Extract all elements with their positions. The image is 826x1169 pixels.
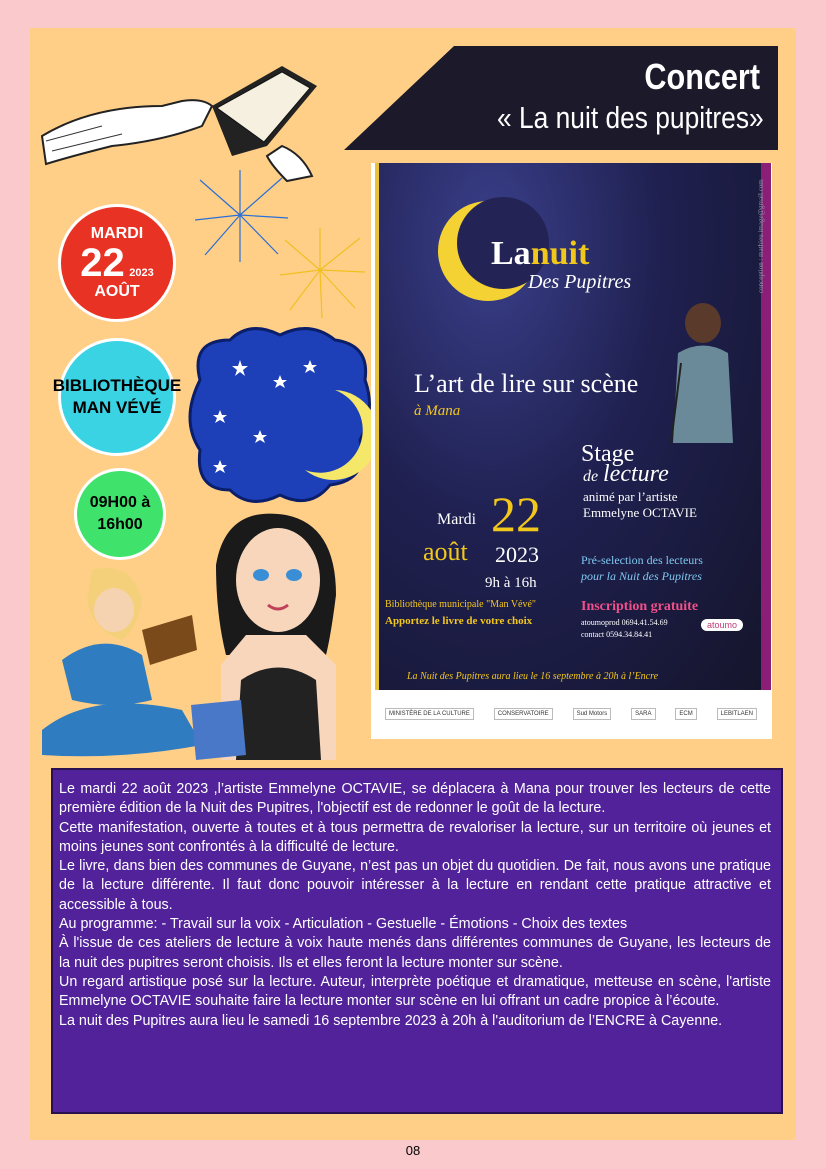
poster-atoumo-logo: atoumo bbox=[701, 619, 743, 631]
sponsor-logo: LEBITLAEN bbox=[717, 708, 757, 720]
date-badge bbox=[58, 204, 176, 322]
paragraph: Un regard artistique posé sur la lecture. Auteur, interprète poétique et dramatique, metteuse en scène, l'artiste Emmelyne OCTAVIE souhaite faire la lecture monter sur scène en lui offrant un cadre propice à l’écoute. bbox=[59, 973, 771, 1010]
date-weekday: MARDI bbox=[90, 225, 144, 242]
poster-footer: La Nuit des Pupitres aura lieu le 16 septembre à 20h à l’Encre bbox=[407, 671, 659, 682]
place-line2: MAN VÉVÉ bbox=[72, 398, 162, 417]
time-line2: 16h00 bbox=[97, 516, 143, 533]
poster-lecture: lecture bbox=[603, 461, 669, 487]
paragraph: À l'issue de ces ateliers de lecture à voix haute menés dans différentes communes de Guyane, les lecteurs de la nuit des pupitres seront choisis. Ils et elles feront la lecture monter sur scène. bbox=[59, 935, 771, 971]
poster-hours: 9h à 16h bbox=[485, 575, 537, 591]
title-banner bbox=[344, 46, 778, 150]
paragraph: La nuit des Pupitres aura lieu le samedi 16 septembre 2023 à 20h à l'auditorium de l’ENCRE à Cayenne. bbox=[59, 1012, 723, 1029]
poster-headline: L’art de lire sur scène bbox=[414, 369, 639, 398]
poster-inscription: Inscription gratuite bbox=[581, 599, 699, 614]
girl-with-books-illustration bbox=[186, 505, 376, 760]
paragraph: Le mardi 22 août 2023 ,l’artiste Emmelyne OCTAVIE, se déplacera à Mana pour trouver les lecteurs de cette première édition de la Nuit des Pupitres, l'objectif est de redonner le goût de la lecture. bbox=[59, 781, 771, 817]
event-poster bbox=[371, 163, 772, 739]
place-line1: BIBLIOTHÈQUE bbox=[52, 376, 182, 395]
sponsor-logo: MINISTÈRE DE LA CULTURE bbox=[385, 708, 474, 720]
paragraph: Au programme: - Travail sur la voix - Articulation - Gestuelle - Émotions - Choix des textes bbox=[59, 916, 628, 933]
sponsor-logo: CONSERVATOIRE bbox=[494, 708, 553, 720]
banner-title: Concert bbox=[644, 56, 760, 97]
paragraph: Cette manifestation, ouverte à toutes et à tous permettra de revaloriser la lecture, sur un territoire où jeunes et moins jeunes sont confrontés à la difficulté de lecture. bbox=[59, 819, 771, 855]
poster-de: de bbox=[583, 468, 599, 485]
sponsor-logo: SARA bbox=[631, 708, 655, 720]
time-line1: 09H00 à bbox=[89, 494, 151, 511]
poster-place: à Mana bbox=[414, 403, 461, 419]
sponsor-logos bbox=[375, 693, 767, 735]
poster-day: 22 bbox=[491, 486, 541, 542]
poster-bring: Apportez le livre de votre choix bbox=[385, 615, 533, 627]
poster-logo-des: Des Pupitres bbox=[528, 271, 632, 293]
page-number: 08 bbox=[405, 1143, 421, 1158]
place-badge bbox=[52, 338, 182, 456]
singer-silhouette bbox=[653, 293, 753, 443]
sponsor-logo: ECM bbox=[675, 708, 696, 720]
poster-logo-nuit: nuit bbox=[530, 235, 590, 272]
time-badge bbox=[74, 468, 166, 560]
poster-contact-1: atoumoprod 0694.41.54.69 bbox=[581, 618, 668, 627]
poster-stage: Stage bbox=[581, 441, 635, 467]
hand-book-illustration bbox=[32, 46, 332, 186]
date-month: AOÛT bbox=[94, 283, 140, 300]
date-day: 22 bbox=[80, 241, 125, 285]
poster-artist: Emmelyne OCTAVIE bbox=[583, 505, 697, 520]
poster-contact-2: contact 0594.34.84.41 bbox=[581, 630, 653, 639]
paragraph: Le livre, dans bien des communes de Guyane, n’est pas un objet du quotidien. De fait, nous avons une pratique de la lecture différente. Il faut donc pouvoir intéresser à la lecture en rendant cette pratique attractive et accessible à tous. bbox=[59, 858, 771, 913]
poster-library: Bibliothèque municipale "Man Vévé" bbox=[385, 599, 537, 610]
poster-weekday: Mardi bbox=[437, 511, 477, 528]
poster-year: 2023 bbox=[495, 542, 539, 567]
night-cloud-moon-illustration bbox=[180, 320, 376, 510]
poster-logo-la: La bbox=[491, 235, 531, 272]
poster-preselect-2: pour la Nuit des Pupitres bbox=[581, 569, 702, 583]
banner-subtitle: « La nuit des pupitres» bbox=[497, 100, 764, 135]
poster-gold-edge bbox=[375, 163, 379, 690]
fireworks-illustration bbox=[190, 170, 370, 340]
poster-anime: animé par l’artiste bbox=[583, 489, 678, 504]
date-year: 2023 bbox=[129, 267, 154, 279]
poster-side-credit: conception : mathieu.image@gmail.com bbox=[757, 179, 765, 293]
poster-month: août bbox=[423, 537, 468, 566]
description-box bbox=[51, 768, 783, 1114]
poster-preselect-1: Pré-selection des lecteurs bbox=[581, 553, 703, 567]
sponsor-logo: Sud Motors bbox=[573, 708, 612, 720]
